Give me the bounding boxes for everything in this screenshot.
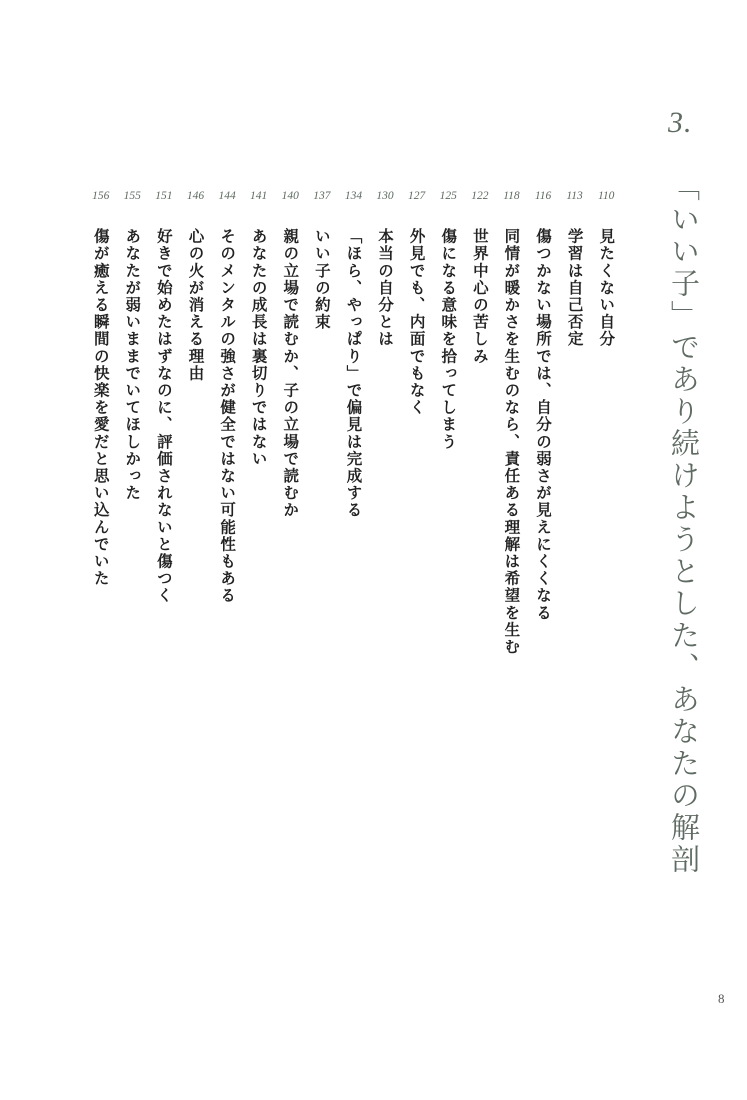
toc-page-number: 144 xyxy=(218,190,236,202)
toc-entry[interactable] xyxy=(117,186,149,656)
toc-entry-title: 傷になる意味を拾ってしまう xyxy=(439,228,459,451)
toc-entry[interactable] xyxy=(527,186,559,656)
toc-entry[interactable] xyxy=(559,186,591,656)
toc-page-number: 127 xyxy=(408,190,426,202)
toc-entry-title: 世界中心の苦しみ xyxy=(470,228,490,365)
toc-entry-title: あなたが弱いままでいてほしかった xyxy=(123,228,143,502)
toc-page-number: 141 xyxy=(250,190,268,202)
chapter-title: 「いい子」であり続けようとした、あなたの解剖 xyxy=(667,172,701,876)
toc-entry[interactable] xyxy=(306,186,338,656)
toc-entry[interactable] xyxy=(369,186,401,656)
toc-entry-title: 同情が暖かさを生むのなら、責任ある理解は希望を生む xyxy=(502,228,522,656)
toc-page-number: 130 xyxy=(376,190,394,202)
toc-page-number: 110 xyxy=(598,190,615,202)
toc-page-number: 116 xyxy=(534,190,552,202)
toc-entry[interactable] xyxy=(180,186,212,656)
toc-entry-title: そのメンタルの強さが健全ではない可能性もある xyxy=(218,228,238,605)
toc-page-number: 122 xyxy=(471,190,489,202)
toc-page-number: 146 xyxy=(186,190,205,202)
toc-entry-title: 親の立場で読むか、子の立場で読むか xyxy=(281,228,301,519)
toc-page-number: 134 xyxy=(344,190,363,202)
toc-entry[interactable] xyxy=(211,186,243,656)
toc-entry[interactable] xyxy=(243,186,275,656)
toc-entry-title: 「ほら、やっぱり」で偏見は完成する xyxy=(344,228,364,519)
toc-page-number: 155 xyxy=(123,190,141,202)
toc-entry-title: 傷つかない場所では、自分の弱さが見えにくくなる xyxy=(534,228,554,622)
toc-entry-title: 見たくない自分 xyxy=(597,228,617,348)
toc-entry[interactable] xyxy=(432,186,464,656)
toc-page-number: 151 xyxy=(155,190,173,202)
toc-page-number: 118 xyxy=(503,190,520,202)
toc-entry-title: いい子の約束 xyxy=(312,228,332,331)
page-folio: 8 xyxy=(718,991,725,1006)
toc-entry-title: 本当の自分とは xyxy=(376,228,396,348)
toc-page-number: 113 xyxy=(566,190,583,202)
toc-entry-title: あなたの成長は裏切りではない xyxy=(249,228,269,468)
toc-entry[interactable] xyxy=(464,186,496,656)
toc-entry[interactable] xyxy=(148,186,180,656)
toc-entry[interactable] xyxy=(338,186,370,656)
toc-entry-title: 学習は自己否定 xyxy=(565,228,585,348)
toc-page-number: 140 xyxy=(281,190,299,202)
toc-entry[interactable] xyxy=(590,186,622,656)
toc-entry[interactable] xyxy=(401,186,433,656)
toc-page-number: 125 xyxy=(439,190,457,202)
toc-page-number: 137 xyxy=(313,190,331,202)
toc-entry-title: 心の火が消える理由 xyxy=(186,228,206,382)
toc-entry[interactable] xyxy=(496,186,528,656)
table-of-contents xyxy=(85,186,622,656)
toc-entry-title: 好きで始めたはずなのに、評価されないと傷つく xyxy=(154,228,174,605)
toc-entry-title: 外見でも、内面でもなく xyxy=(407,228,427,417)
chapter-number: 3. xyxy=(668,106,693,139)
toc-entry[interactable] xyxy=(274,186,306,656)
toc-page-number: 156 xyxy=(92,190,110,202)
toc-entry[interactable] xyxy=(85,186,117,656)
toc-entry-title: 傷が癒える瞬間の快楽を愛だと思い込んでいた xyxy=(91,228,111,588)
